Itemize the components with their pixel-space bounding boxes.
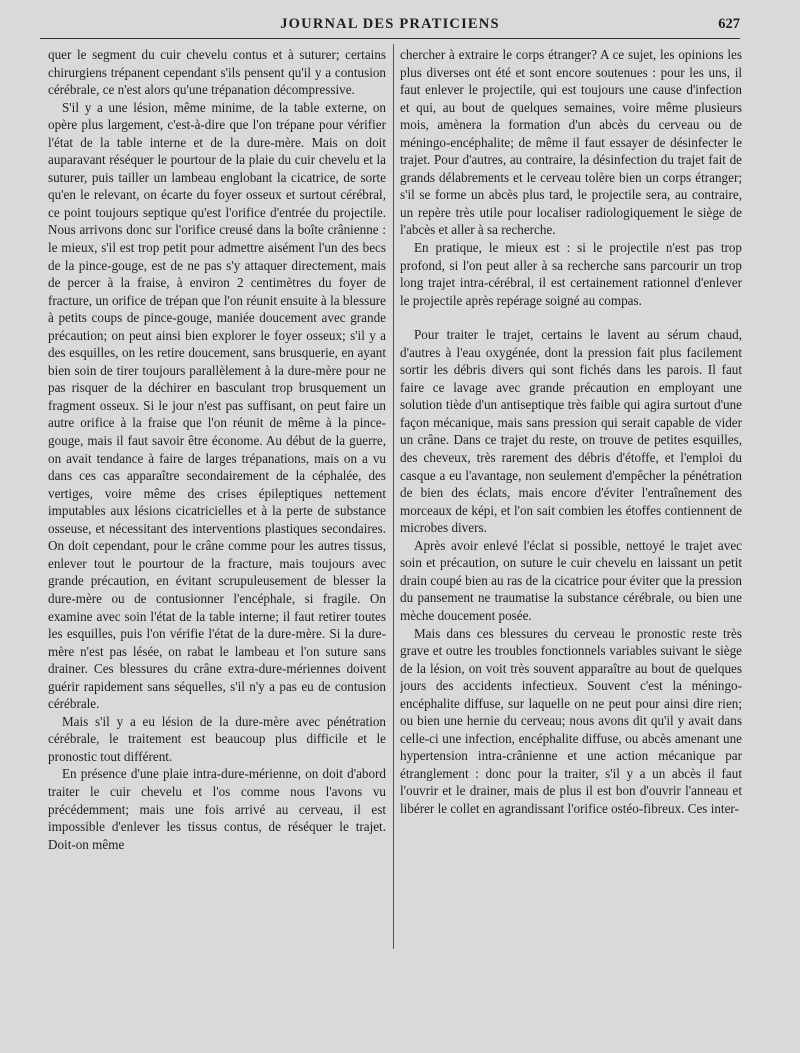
paragraph: S'il y a une lésion, même minime, de la table externe, on opère plus largement, c'est-à-dire que l'on trépane pour vérifier l'état de la table interne et de la dure-mère. Mais on doit auparavant réséquer le pourtour de la plaie du cuir chevelu et la suturer, puis tailler un lambeau englobant la cicatrice, de sorte qu'en le relevant, on écarte du foyer osseux et surtout cérébral, ce point toujours septique qu'est l'orifice d'entrée du projectile. Nous arrivons donc sur l'orifice creusé dans la boîte crânienne : le mieux, s'il est trop petit pour admettre aisément l'un des becs de la pince-gouge, est de ne pas s'y attaquer directement, mais de percer à la fraise, à environ 2 centimètres du foyer de fracture, un orifice de trépan que l'on réunit ensuite à la blessure à petits coups de pince-gouge, maniée doucement avec grande précaution; on peut ainsi bien explorer le foyer osseux; s'il y a des esquilles, on les retire doucement, sans brusquerie, en ayant bien soin de tirer toujours parallèlement à la dure-mère pour ne pas risquer de la déchirer en basculant trop brusquement un fragment osseux. Si le jour n'est pas suffisant, on peut faire un autre orifice à la fraise que l'on réunit de même à la pince-gouge, mais il faut savoir être économe. Au début de la guerre, on avait tendance à faire de larges trépanations, mais on a vu dans ces cas apparaître secondairement de la céphalée, des vertiges, voire même des crises épileptiques nettement imputables aux lésions cicatricielles et à la perte de substance osseuse, et nécessitant des interventions plastiques secondaires. On doit cependant, pour le crâne comme pour les autres tissus, enlever tout le pourtour de la fracture, mais toujours avec grande précaution, en évitant scrupuleusement de blesser la dure-mère ou de contusionner l'encéphale, si fragile. On examine avec soin l'état de la table interne; il faut retirer toutes les esquilles, puis l'on vérifie l'état de la dure-mère. Si la dure-mère n'est pas lésée, on rabat le lambeau et l'on suture sans drainer. Ces blessures du crâne extra-dure-mériennes doivent guérir rapidement sans séquelles, s'il n'y a pas eu de contusion cérébrale. (48, 99, 386, 712)
paragraph: En présence d'une plaie intra-dure-mérienne, on doit d'abord traiter le cuir chevelu et l'os comme nous l'avons vu précédemment; mais une fois arrivé au cerveau, il est impossible d'enlever les tissus contus, de réséquer le trajet. Doit-on même (48, 766, 386, 852)
page-number: 627 (718, 16, 740, 32)
running-title: JOURNAL DES PRATICIENS (280, 16, 500, 32)
paragraph: Mais dans ces blessures du cerveau le pronostic reste très grave et outre les troubles fonctionnels variables suivant le siège de la lésion, on voit très souvent apparaître au bout de quelques jours des accidents infectieux. Souvent c'est la méningo-encéphalite diffuse, sur laquelle on ne peut pour ainsi dire rien; ou bien une hernie du cerveau; nous avons dit qu'il y avait dans celle-ci une infection, encéphalite diffuse, ou abcès amenant une hypertension intra-crânienne et une action mécanique par étranglement : donc pour la traiter, s'il y a un abcès il faut l'ouvrir et le drainer, mais de plus il est bon d'ouvrir l'anneau et libérer le collet en agrandissant l'orifice ostéo-fibreux. Ces inter- (400, 625, 742, 816)
paragraph: Pour traiter le trajet, certains le lavent au sérum chaud, d'autres à l'eau oxygénée, dont la pression fait plus facilement sortir les débris divers qui sont fichés dans les parois. Il faut faire ce lavage avec grande précaution en employant une solution tiède d'un antiseptique très faible qui agira surtout d'une façon mécanique, mais sans pression qui serait capable de vider un crâne. Dans ce trajet du reste, on trouve de petites esquilles, des cheveux, très rarement des débris d'étoffe, et l'emploi du casque a eu l'avantage, non seulement d'empêcher la pénétration de bien des éclats, mais encore d'éviter l'entraînement des morceaux de képi, et l'on sait combien les étoffes contiennent de microbes divers. (400, 327, 742, 536)
left-column (48, 46, 386, 1046)
paragraph: chercher à extraire le corps étranger? A ce sujet, les opinions les plus diverses ont été et sont encore soutenues : pour les uns, il faut enlever le projectile, qui est toujours une cause d'infection et qui, au bout de quelques semaines, voire même plusieurs mois, amènera la formation d'un abcès du cerveau ou de méningo-encéphalite; de même il faut essayer de désinfecter le trajet. Pour d'autres, au contraire, la désinfection du trajet fait de grands délabrements et le cerveau tolère bien un corps étranger; s'il se forme un abcès plus tard, le projectile sera, au contraire, un repère très utile pour localiser radiologiquement le siège de l'abcès et aller à sa recherche. (400, 47, 742, 238)
page-header (40, 10, 740, 39)
paragraph: quer le segment du cuir chevelu contus et à suturer; certains chirurgiens trépanent cependant s'ils pensent qu'il y a contusion cérébrale, ce n'est alors qu'une trépanation décompressive. (48, 47, 386, 98)
paragraph: Mais s'il y a eu lésion de la dure-mère avec pénétration cérébrale, le traitement est beaucoup plus difficile et le pronostic tout différent. (48, 713, 386, 764)
right-column (400, 46, 742, 1046)
paragraph: Après avoir enlevé l'éclat si possible, nettoyé le trajet avec soin et précaution, on suture le cuir chevelu en laissant un petit drain coupé bien au ras de la cicatrice pour éviter que la pression du pansement ne traumatise la substance cérébrale, ou bien une mèche doucement posée. (400, 537, 742, 623)
column-divider (393, 44, 394, 949)
paragraph: En pratique, le mieux est : si le projectile n'est pas trop profond, si l'on peut aller à sa recherche sans parcourir un trop long trajet intra-cérébral, il est certainement rationnel d'enlever le projectile après repérage soigné au compas. (400, 240, 742, 308)
